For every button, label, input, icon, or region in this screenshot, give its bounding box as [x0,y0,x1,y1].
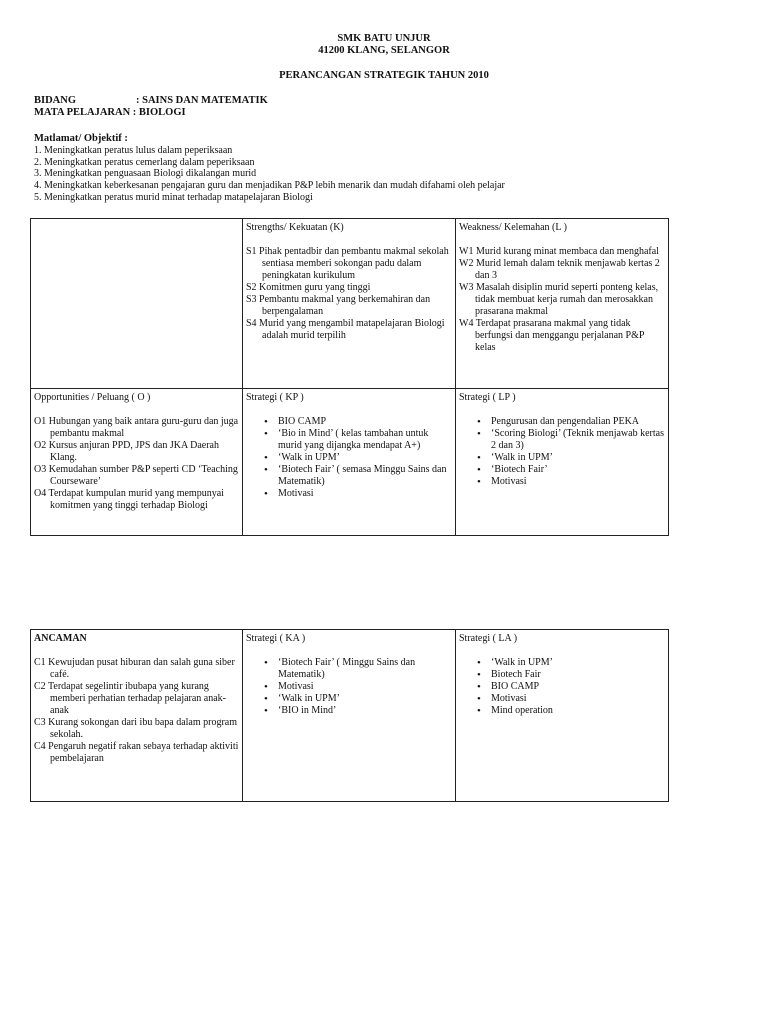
strategy-lp-cell [456,389,669,536]
subject-row [34,107,186,118]
strength-item: S3 Pembantu makmal yang berkemahiran dan berpengalaman [246,294,431,317]
strategy-lp-list [459,416,665,488]
opportunity-item: O3 Kemudahan sumber P&P seperti CD ‘Teaching Courseware’ [34,464,238,487]
weakness-item: W1 Murid kurang minat membaca dan menghafal [459,246,659,257]
strategy-lp-item: • ‘Scoring Biologi’ (Teknik menjawab kertas 2 dan 3) [491,428,665,452]
strategy-la-list [459,657,665,717]
empty-corner-cell [31,219,243,389]
school-name: SMK BATU UNJUR [337,33,431,44]
weakness-cell [456,219,669,389]
threat-item: C1 Kewujudan pusat hiburan dan salah guna siber café. [34,657,235,680]
opportunities-cell [31,389,243,536]
strategy-ka-item: • ‘BIO in Mind’ [278,705,452,717]
strategy-lp-item: • ‘Biotech Fair’ [491,464,665,476]
threats-cell [31,630,243,802]
strategy-la-item: • Mind operation [491,705,665,717]
opportunity-item: O1 Hubungan yang baik antara guru-guru dan juga pembantu makmal [34,416,239,439]
threat-item: C2 Terdapat segelintir ibubapa yang kurang memberi perhatian terhadap pelajaran anak-anak [34,681,227,716]
strategy-kp-item: • BIO CAMP [278,416,452,428]
subject-label: MATA PELAJARAN [34,107,131,118]
objective-item: 2. Meningkatkan peratus cemerlang dalam peperiksaan [34,156,255,168]
strategy-ka-item: • ‘Biotech Fair’ ( Minggu Sains dan Matematik) [278,657,452,681]
objective-item: 1. Meningkatkan peratus lulus dalam peperiksaan [34,145,233,156]
strategy-lp-item: • ‘Walk in UPM’ [491,452,665,464]
bidang-value: : SAINS DAN MATEMATIK [136,95,268,106]
opportunity-item: O4 Terdapat kumpulan murid yang mempunyai komitmen yang tinggi terhadap Biologi [34,488,224,511]
plan-title: PERANCANGAN STRATEGIK TAHUN 2010 [279,70,489,81]
strategy-la-title: Strategi ( LA ) [459,633,518,644]
strength-item: S1 Pihak pentadbir dan pembantu makmal sekolah sentiasa memberi sokongan padu dalam peningkatan kurikulum [246,246,449,281]
strategy-la-item: • ‘Walk in UPM’ [491,657,665,669]
strategy-kp-item: • ‘Bio in Mind’ ( kelas tambahan untuk murid yang dijangka mendapat A+) [278,428,452,452]
strength-item: S2 Komitmen guru yang tinggi [246,282,371,293]
strength-item: S4 Murid yang mengambil matapelajaran Biologi adalah murid terpilih [246,318,445,341]
strategy-kp-item: • ‘Walk in UPM’ [278,452,452,464]
objective-item: 5. Meningkatkan peratus murid minat terhadap matapelajaran Biologi [34,191,313,203]
strategy-ka-item: • Motivasi [278,681,452,693]
strategy-ka-list [246,657,452,717]
strategy-lp-title: Strategi ( LP ) [459,392,516,403]
strategy-kp-item: • Motivasi [278,488,452,500]
weakness-item: W3 Masalah disiplin murid seperti ponteng kelas, tidak membuat kerja rumah dan merosakkan prasarana makmal [459,282,659,317]
strategy-lp-item: • Motivasi [491,476,665,488]
objectives-title: Matlamat/ Objektif : [34,133,128,144]
strengths-title: Strengths/ Kekuatan (K) [246,222,344,233]
bidang-label: BIDANG [34,95,77,106]
strategy-la-item: • Biotech Fair [491,669,665,681]
opportunities-title: Opportunities / Peluang ( O ) [34,392,151,403]
swot-table-2 [30,629,669,802]
threat-item: C4 Pengaruh negatif rakan sebaya terhadap aktiviti pembelajaran [34,741,239,764]
strategy-lp-item: • Pengurusan dan pengendalian PEKA [491,416,665,428]
strategy-kp-title: Strategi ( KP ) [246,392,304,403]
weakness-title: Weakness/ Kelemahan (L ) [459,222,567,233]
strategy-kp-cell [243,389,456,536]
strategy-ka-title: Strategi ( KA ) [246,633,306,644]
weakness-item: W4 Terdapat prasarana makmal yang tidak berfungsi dan menggangu perjalanan P&P kelas [459,318,645,353]
strategy-la-item: • Motivasi [491,693,665,705]
strategy-ka-item: • ‘Walk in UPM’ [278,693,452,705]
threat-item: C3 Kurang sokongan dari ibu bapa dalam program sekolah. [34,717,238,740]
school-address: 41200 KLANG, SELANGOR [318,45,450,56]
objective-item: 3. Meningkatkan penguasaan Biologi dikalangan murid [34,168,257,180]
strategy-ka-cell [243,630,456,802]
strategy-la-item: • BIO CAMP [491,681,665,693]
weakness-item: W2 Murid lemah dalam teknik menjawab kertas 2 dan 3 [459,258,660,281]
threats-title: ANCAMAN [34,633,87,644]
strategy-la-cell [456,630,669,802]
bidang-row [34,95,268,106]
opportunity-item: O2 Kursus anjuran PPD, JPS dan JKA Daerah Klang. [34,440,219,463]
subject-value: : BIOLOGI [132,107,186,118]
objectives-list [34,145,505,204]
objective-item: 4. Meningkatkan keberkesanan pengajaran guru dan menjadikan P&P lebih menarik dan mudah difahami oleh pelajar [34,180,505,192]
strengths-cell [243,219,456,389]
swot-table-1 [30,218,669,536]
strategy-kp-list [246,416,452,500]
strategy-kp-item: • ‘Biotech Fair’ ( semasa Minggu Sains dan Matematik) [278,464,452,488]
